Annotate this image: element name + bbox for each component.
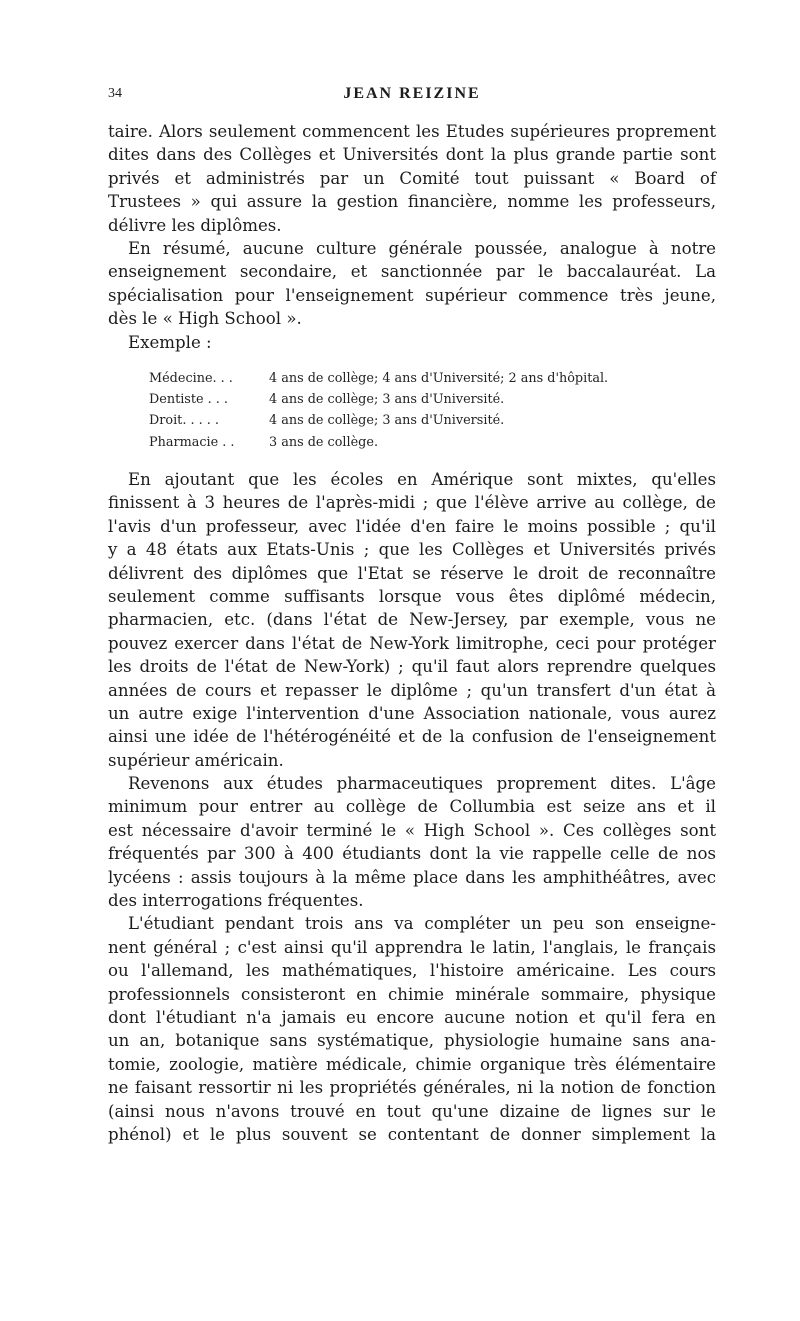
table-row-label: Pharmacie . . (149, 434, 235, 450)
text-line: l'avis d'un professeur, avec l'idée d'en faire le moins possible ; qu'il (108, 516, 716, 536)
text-line: L'étudiant pendant trois ans va compléter un peu son enseigne- (128, 914, 716, 934)
text-line: fréquentés par 300 à 400 étudiants dont la vie rappelle celle de nos (108, 844, 716, 864)
text-line: tomie, zoologie, matière médicale, chimie organique très élémentaire (108, 1054, 716, 1074)
text-line: dites dans des Collèges et Universités dont la plus grande partie sont (108, 145, 716, 165)
text-line: un autre exige l'intervention d'une Association nationale, vous aurez (108, 703, 716, 723)
text-line: pouvez exercer dans l'état de New-York limitrophe, ceci pour protéger (108, 633, 716, 653)
text-line: En ajoutant que les écoles en Amérique sont mixtes, qu'elles (128, 470, 716, 489)
body-text-bottom (108, 468, 716, 1146)
page-header (108, 86, 716, 108)
text-line: les droits de l'état de New-York) ; qu'il faut alors reprendre quelques (108, 657, 716, 677)
text-line: Trustees » qui assure la gestion financière, nomme les professeurs, (108, 192, 716, 212)
text-line: En résumé, aucune culture générale poussée, analogue à notre (128, 238, 716, 258)
text-line: enseignement secondaire, et sanctionnée par le baccalauréat. La (108, 262, 716, 282)
table-row-label: Droit. . . . . (149, 413, 219, 429)
table-row-detail: 4 ans de collège; 3 ans d'Université. (269, 413, 505, 429)
text-line: spécialisation pour l'enseignement supérieur commence très jeune, (108, 285, 716, 305)
text-line: dont l'étudiant n'a jamais eu encore aucune notion et qu'il fera en (108, 1007, 716, 1027)
text-line: ne faisant ressortir ni les propriétés générales, ni la notion de fonction (108, 1078, 716, 1098)
text-line: est nécessaire d'avoir terminé le « High School ». Ces collèges sont (108, 820, 716, 840)
running-title: JEAN REIZINE (343, 85, 481, 102)
text-line: des interrogations fréquentes. (108, 891, 364, 911)
text-line: années de cours et repasser le diplôme ; qu'un transfert d'un état à (108, 680, 716, 700)
table-row-detail: 3 ans de collège. (269, 434, 379, 450)
text-line: privés et administrés par un Comité tout puissant « Board of (108, 168, 716, 188)
text-line: Exemple : (128, 332, 212, 352)
text-line: délivre les diplômes. (108, 215, 282, 235)
table-row-detail: 4 ans de collège; 3 ans d'Université. (269, 392, 505, 408)
text-line: dès le « High School ». (108, 309, 302, 329)
text-line: nent général ; c'est ainsi qu'il apprendra le latin, l'anglais, le français (108, 937, 716, 957)
example-table (149, 368, 709, 453)
table-row (149, 410, 709, 431)
page-number: 34 (108, 86, 122, 101)
table-row-detail: 4 ans de collège; 4 ans d'Université; 2 ans d'hôpital. (269, 371, 609, 386)
text-line: Revenons aux études pharmaceutiques proprement dites. L'âge (128, 774, 716, 794)
text-line: professionnels consisteront en chimie minérale sommaire, physique (108, 984, 716, 1004)
text-line: seulement comme suffisants lorsque vous êtes diplômé médecin, (108, 586, 716, 606)
text-line: finissent à 3 heures de l'après-midi ; que l'élève arrive au collège, de (108, 493, 716, 513)
table-row (149, 389, 709, 410)
text-line: (ainsi nous n'avons trouvé en tout qu'une dizaine de lignes sur le (108, 1101, 716, 1121)
text-line: lycéens : assis toujours à la même place dans les amphithéâtres, avec (108, 867, 716, 887)
text-line: minimum pour entrer au collège de Collumbia est seize ans et il (108, 797, 716, 817)
table-row-label: Médecine. . . (149, 371, 233, 386)
text-line: ou l'allemand, les mathématiques, l'histoire américaine. Les cours (108, 961, 716, 981)
body-text-top (108, 120, 716, 354)
text-line: délivrent des diplômes que l'Etat se réserve le droit de reconnaître (108, 563, 716, 583)
table-row (149, 432, 709, 453)
text-line: pharmacien, etc. (dans l'état de New-Jersey, par exemple, vous ne (108, 610, 716, 630)
text-line: ainsi une idée de l'hétérogénéité et de la confusion de l'enseignement (108, 727, 716, 747)
table-row-label: Dentiste . . . (149, 392, 228, 408)
text-line: y a 48 états aux Etats-Unis ; que les Collèges et Universités privés (108, 540, 716, 560)
table-row (149, 368, 709, 389)
text-line: un an, botanique sans systématique, physiologie humaine sans ana- (108, 1031, 716, 1051)
text-line: taire. Alors seulement commencent les Etudes supérieures proprement (108, 122, 716, 141)
text-line: supérieur américain. (108, 750, 284, 770)
text-line: phénol) et le plus souvent se contentant de donner simplement la (108, 1124, 716, 1144)
